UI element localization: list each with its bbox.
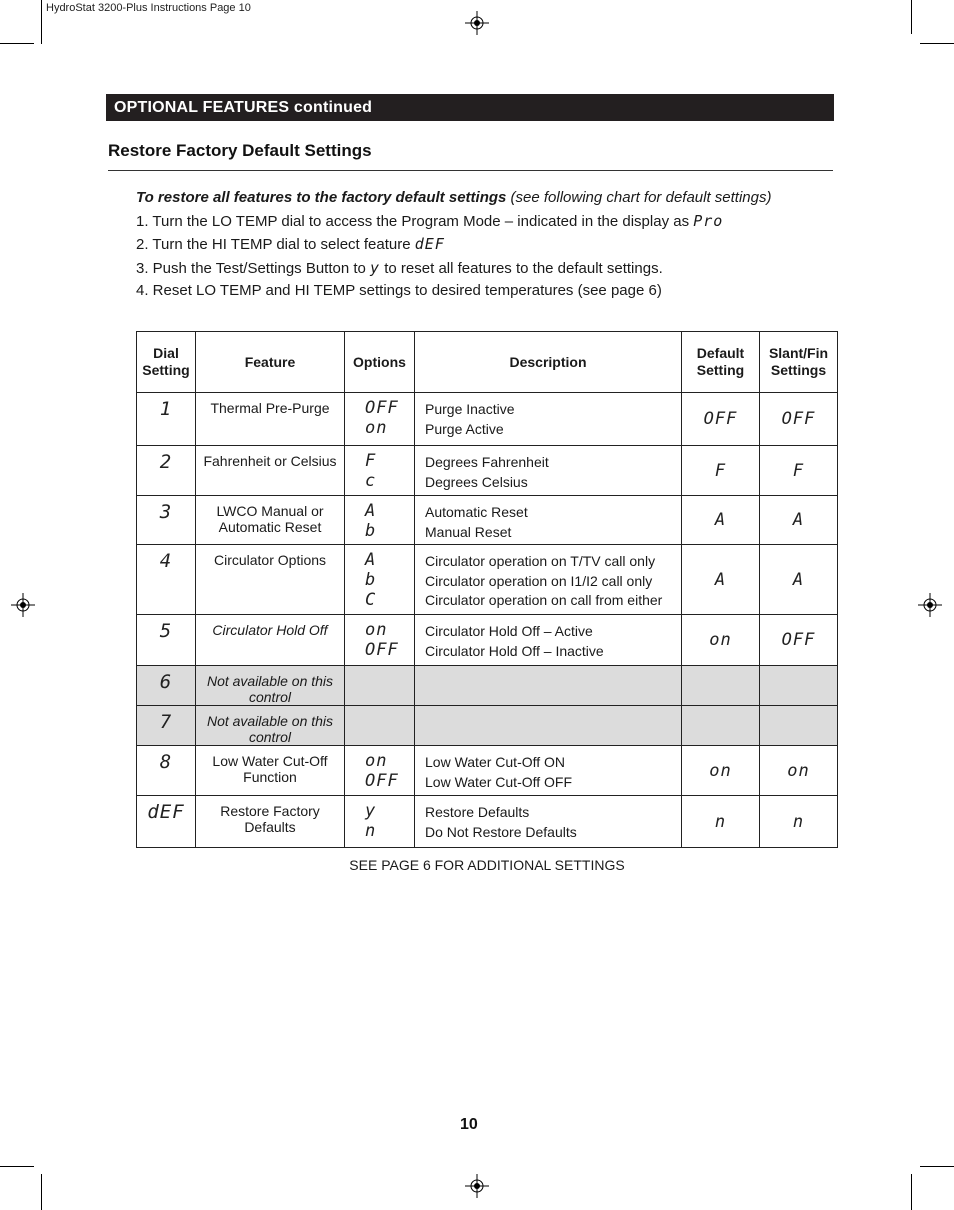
- feature-cell: [196, 393, 345, 446]
- option-code: C: [365, 590, 377, 610]
- dial-setting-value: dEF: [147, 801, 185, 823]
- description-cell: [415, 746, 682, 796]
- header-feature: Feature: [196, 332, 345, 393]
- description-line: Degrees Fahrenheit: [425, 454, 549, 470]
- slant-fin-setting-value: OFF: [781, 630, 816, 650]
- feature-cell: [196, 796, 345, 848]
- description-cell: [415, 545, 682, 615]
- option-code: c: [365, 471, 377, 491]
- registration-mark-icon: [465, 1174, 489, 1198]
- print-slug: HydroStat 3200-Plus Instructions Page 10: [46, 2, 251, 14]
- crop-mark: [911, 0, 912, 34]
- table-row: [137, 615, 838, 666]
- description-cell: [415, 446, 682, 496]
- feature-label: LWCO Manual or Automatic Reset: [216, 503, 324, 535]
- option-code: OFF: [365, 640, 399, 660]
- dial-setting-value: 6: [159, 671, 173, 693]
- table-row: [137, 706, 838, 746]
- slant-fin-setting-value: F: [792, 460, 805, 481]
- option-code: on: [365, 418, 388, 438]
- slant-fin-setting-cell: [760, 545, 838, 615]
- slant-fin-setting-cell: [760, 615, 838, 666]
- slant-fin-setting-cell: [760, 393, 838, 446]
- dial-setting-cell: [137, 796, 196, 848]
- options-cell: [345, 706, 415, 746]
- table-row: [137, 666, 838, 706]
- feature-label: Not available on this control: [206, 713, 334, 745]
- slant-fin-setting-value: A: [792, 569, 805, 590]
- feature-label: Fahrenheit or Celsius: [203, 453, 337, 469]
- description-line: Circulator operation on call from either: [425, 592, 663, 608]
- dial-setting-cell: [137, 746, 196, 796]
- option-code: on: [365, 620, 388, 640]
- registration-mark-icon: [465, 11, 489, 35]
- feature-cell: [196, 446, 345, 496]
- description-line: Degrees Celsius: [425, 473, 528, 490]
- description-line: Circulator Hold Off – Inactive: [425, 642, 604, 659]
- feature-label: Restore Factory Defaults: [220, 803, 320, 835]
- crop-mark: [41, 1174, 42, 1210]
- description-line: Circulator Hold Off – Active: [425, 623, 593, 639]
- instruction-step-2: 2. Turn the HI TEMP dial to select feature dEF: [136, 235, 445, 253]
- slant-fin-setting-cell: [760, 666, 838, 706]
- table-row: [137, 796, 838, 848]
- feature-label: Circulator Hold Off: [212, 622, 328, 638]
- dial-setting-cell: [137, 545, 196, 615]
- instruction-step-4: 4. Reset LO TEMP and HI TEMP settings to desired temperatures (see page 6): [136, 282, 662, 299]
- description-line: Do Not Restore Defaults: [425, 823, 577, 840]
- default-setting-cell: [682, 796, 760, 848]
- slant-fin-setting-cell: [760, 496, 838, 545]
- description-cell: [415, 706, 682, 746]
- slant-fin-setting-value: n: [792, 811, 805, 832]
- dial-setting-cell: [137, 446, 196, 496]
- header-description: Description: [415, 332, 682, 393]
- header-dial-setting: Dial Setting: [137, 332, 196, 393]
- default-setting-cell: [682, 545, 760, 615]
- description-line: Automatic Reset: [425, 504, 528, 520]
- default-setting-value: A: [714, 569, 727, 590]
- slant-fin-setting-value: on: [787, 760, 810, 781]
- default-setting-cell: [682, 393, 760, 446]
- feature-label: Thermal Pre-Purge: [210, 400, 330, 416]
- option-code: A: [365, 501, 377, 521]
- description-line: Purge Active: [425, 420, 504, 437]
- feature-label: Not available on this control: [206, 673, 334, 705]
- description-line: Restore Defaults: [425, 804, 530, 820]
- settings-table: [136, 331, 838, 848]
- description-cell: [415, 496, 682, 545]
- section-banner: OPTIONAL FEATURES continued: [106, 94, 834, 121]
- registration-mark-icon: [11, 593, 35, 617]
- options-cell: [345, 746, 415, 796]
- option-code: on: [365, 751, 388, 771]
- options-cell: [345, 615, 415, 666]
- title-divider: [108, 170, 833, 171]
- description-line: Circulator operation on I1/I2 call only: [425, 572, 653, 589]
- default-setting-value: OFF: [703, 409, 738, 429]
- default-setting-cell: [682, 615, 760, 666]
- default-setting-cell: [682, 746, 760, 796]
- crop-mark: [41, 0, 42, 44]
- feature-cell: [196, 666, 345, 706]
- option-code: y: [365, 801, 377, 821]
- see-page-note: SEE PAGE 6 FOR ADDITIONAL SETTINGS: [349, 857, 625, 873]
- feature-cell: [196, 746, 345, 796]
- option-code: n: [365, 821, 377, 841]
- dial-setting-value: 2: [159, 451, 173, 473]
- feature-label: Low Water Cut-Off Function: [212, 753, 328, 785]
- default-setting-cell: [682, 706, 760, 746]
- description-cell: [415, 666, 682, 706]
- crop-mark: [920, 43, 954, 44]
- option-code: b: [365, 570, 377, 590]
- option-code: OFF: [365, 771, 399, 791]
- dial-setting-value: 4: [159, 550, 173, 572]
- options-cell: [345, 393, 415, 446]
- feature-cell: [196, 496, 345, 545]
- default-setting-cell: [682, 446, 760, 496]
- description-line: Low Water Cut-Off OFF: [425, 773, 573, 790]
- header-default-setting: Default Setting: [682, 332, 760, 393]
- crop-mark: [0, 1166, 34, 1167]
- default-setting-value: n: [714, 811, 727, 832]
- feature-cell: [196, 706, 345, 746]
- table-row: [137, 496, 838, 545]
- table-row: [137, 393, 838, 446]
- dial-setting-cell: [137, 393, 196, 446]
- description-cell: [415, 615, 682, 666]
- option-code: F: [365, 451, 377, 471]
- instructions: [136, 187, 772, 303]
- options-cell: [345, 446, 415, 496]
- description-cell: [415, 796, 682, 848]
- table-header-row: [137, 332, 838, 393]
- option-code: OFF: [365, 398, 399, 418]
- feature-cell: [196, 545, 345, 615]
- header-options: Options: [345, 332, 415, 393]
- dial-setting-value: 7: [159, 711, 173, 733]
- page-title: Restore Factory Default Settings: [108, 141, 372, 160]
- registration-mark-icon: [918, 593, 942, 617]
- table-row: [137, 746, 838, 796]
- options-cell: [345, 666, 415, 706]
- crop-mark: [911, 1174, 912, 1210]
- dial-setting-value: 1: [159, 398, 173, 420]
- options-cell: [345, 545, 415, 615]
- table-row: [137, 545, 838, 615]
- description-cell: [415, 393, 682, 446]
- feature-label: Circulator Options: [213, 552, 327, 568]
- default-setting-value: on: [709, 630, 732, 650]
- instructions-lead: To restore all features to the factory default settings (see following chart for default settings): [136, 189, 772, 206]
- slant-fin-setting-value: OFF: [781, 409, 816, 429]
- dial-setting-value: 3: [159, 501, 173, 523]
- dial-setting-value: 5: [159, 620, 173, 642]
- default-setting-cell: [682, 496, 760, 545]
- slant-fin-setting-cell: [760, 796, 838, 848]
- slant-fin-setting-cell: [760, 706, 838, 746]
- slant-fin-setting-value: A: [792, 510, 805, 530]
- dial-setting-cell: [137, 706, 196, 746]
- options-cell: [345, 796, 415, 848]
- instruction-step-3: 3. Push the Test/Settings Button to y to reset all features to the default settings.: [136, 258, 663, 277]
- dial-setting-cell: [137, 615, 196, 666]
- dial-setting-value: 8: [159, 751, 173, 773]
- crop-mark: [0, 43, 34, 44]
- default-setting-value: F: [714, 460, 727, 481]
- default-setting-value: A: [714, 510, 727, 530]
- default-setting-cell: [682, 666, 760, 706]
- slant-fin-setting-cell: [760, 446, 838, 496]
- instruction-step-1: 1. Turn the LO TEMP dial to access the Program Mode – indicated in the display as Pro: [136, 211, 724, 230]
- dial-setting-cell: [137, 666, 196, 706]
- option-code: A: [365, 550, 377, 570]
- description-line: Manual Reset: [425, 523, 512, 540]
- default-setting-value: on: [709, 760, 732, 781]
- description-line: Low Water Cut-Off ON: [425, 754, 566, 770]
- option-code: b: [365, 521, 377, 541]
- crop-mark: [920, 1166, 954, 1167]
- description-line: Circulator operation on T/TV call only: [425, 553, 656, 569]
- slant-fin-setting-cell: [760, 746, 838, 796]
- feature-cell: [196, 615, 345, 666]
- header-slant-fin-settings: Slant/Fin Settings: [760, 332, 838, 393]
- table-row: [137, 446, 838, 496]
- page-number: 10: [460, 1116, 478, 1133]
- dial-setting-cell: [137, 496, 196, 545]
- options-cell: [345, 496, 415, 545]
- description-line: Purge Inactive: [425, 401, 515, 417]
